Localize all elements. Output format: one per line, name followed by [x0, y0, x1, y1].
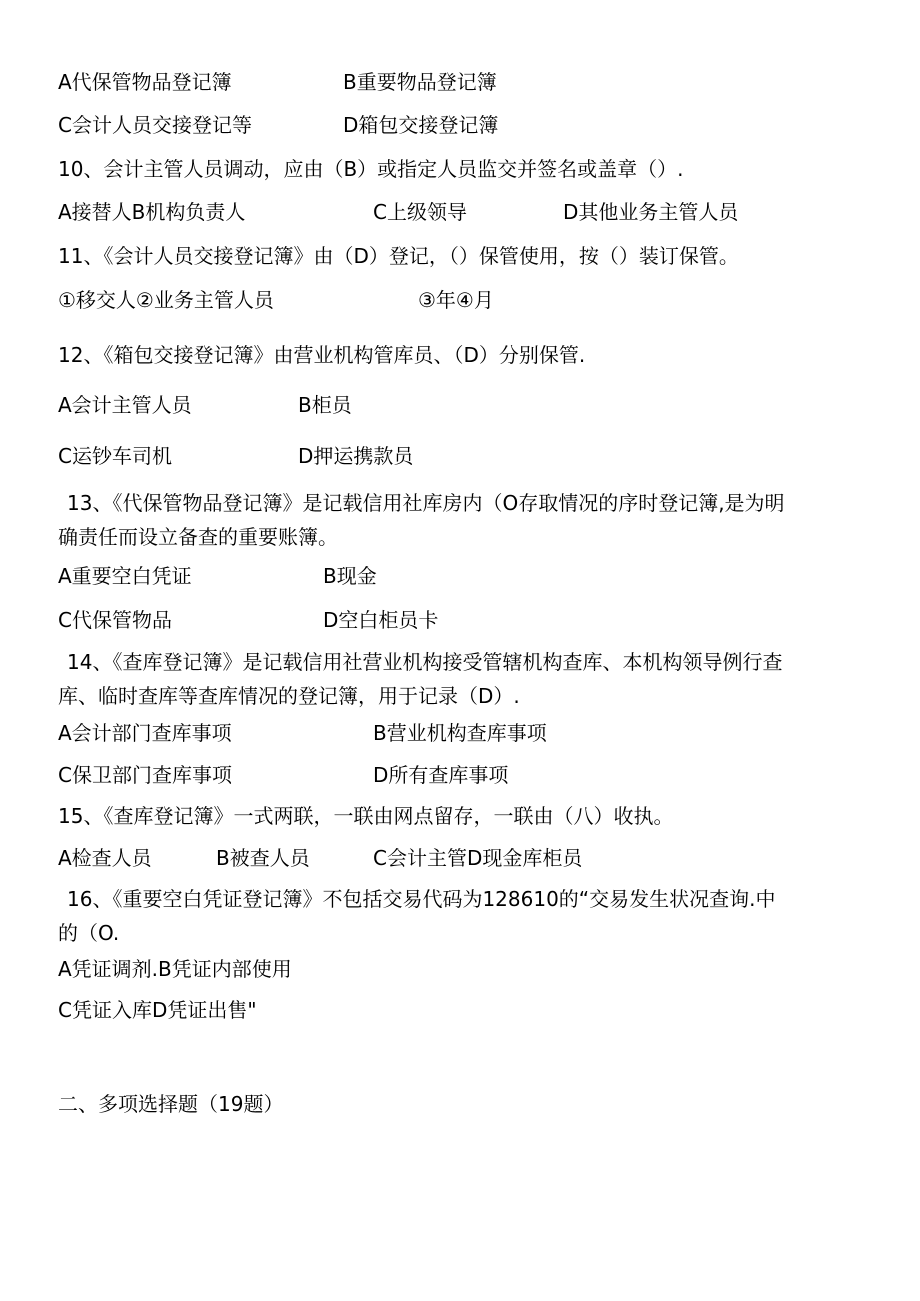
option-line: A会计部门查库事项 [58, 721, 232, 745]
question-16-line-2: 的（O. [58, 921, 120, 945]
option-line: C保卫部门查库事项 [58, 763, 232, 787]
question-12: 12、《箱包交接登记簿》由营业机构管库员、（D）分别保管. [58, 343, 586, 367]
option-line: C会计人员交接登记等 [58, 113, 252, 137]
option-line: B现金 [323, 564, 377, 588]
option-line: A凭证调剂.B凭证内部使用 [58, 957, 292, 981]
option-line: C会计主管D现金库柜员 [373, 846, 583, 870]
option-line: D空白柜员卡 [323, 608, 439, 632]
option-line: ①移交人②业务主管人员 [58, 288, 274, 312]
question-13 [58, 486, 858, 554]
question-16 [58, 882, 858, 950]
question-11: 11、《会计人员交接登记簿》由（D）登记，（）保管使用，按（）装订保管。 [58, 244, 739, 268]
option-line: C运钞车司机 [58, 444, 172, 468]
question-14-line-2: 库、临时查库等查库情况的登记簿，用于记录（D）. [58, 684, 520, 708]
option-line: C代保管物品 [58, 608, 172, 632]
option-line: D其他业务主管人员 [563, 200, 739, 224]
question-13-line-2: 确责任而设立备查的重要账簿。 [58, 525, 338, 549]
question-16-line-1: 16、《重要空白凭证登记簿》不包括交易代码为128610的“交易发生状况查询.中 [67, 887, 776, 911]
option-line: D所有查库事项 [373, 763, 509, 787]
option-line: B被查人员 [216, 846, 310, 870]
option-line: A接替人B机构负责人 [58, 200, 246, 224]
question-13-line-1: 13、《代保管物品登记簿》是记载信用社库房内（O存取情况的序时登记簿,是为明 [67, 491, 785, 515]
option-line: D押运携款员 [298, 444, 414, 468]
question-15: 15、《查库登记簿》一式两联，一联由网点留存，一联由（八）收执。 [58, 804, 674, 828]
question-10: 10、会计主管人员调动，应由（B）或指定人员监交并签名或盖章（）. [58, 157, 684, 181]
option-line: B柜员 [298, 393, 352, 417]
option-line: B重要物品登记簿 [343, 70, 497, 94]
option-line: A重要空白凭证 [58, 564, 192, 588]
question-14-line-1: 14、《查库登记簿》是记载信用社营业机构接受管辖机构查库、本机构领导例行查 [67, 650, 783, 674]
option-line: A代保管物品登记簿 [58, 70, 232, 94]
option-line: C上级领导 [373, 200, 467, 224]
option-line: A会计主管人员 [58, 393, 192, 417]
option-line: A检查人员 [58, 846, 152, 870]
section-heading: 二、多项选择题（19题） [58, 1092, 284, 1116]
option-line: D箱包交接登记簿 [343, 113, 499, 137]
option-line: C凭证入库D凭证出售" [58, 998, 257, 1022]
question-14 [58, 645, 858, 713]
option-line: B营业机构查库事项 [373, 721, 547, 745]
option-line: ③年④月 [418, 288, 494, 312]
